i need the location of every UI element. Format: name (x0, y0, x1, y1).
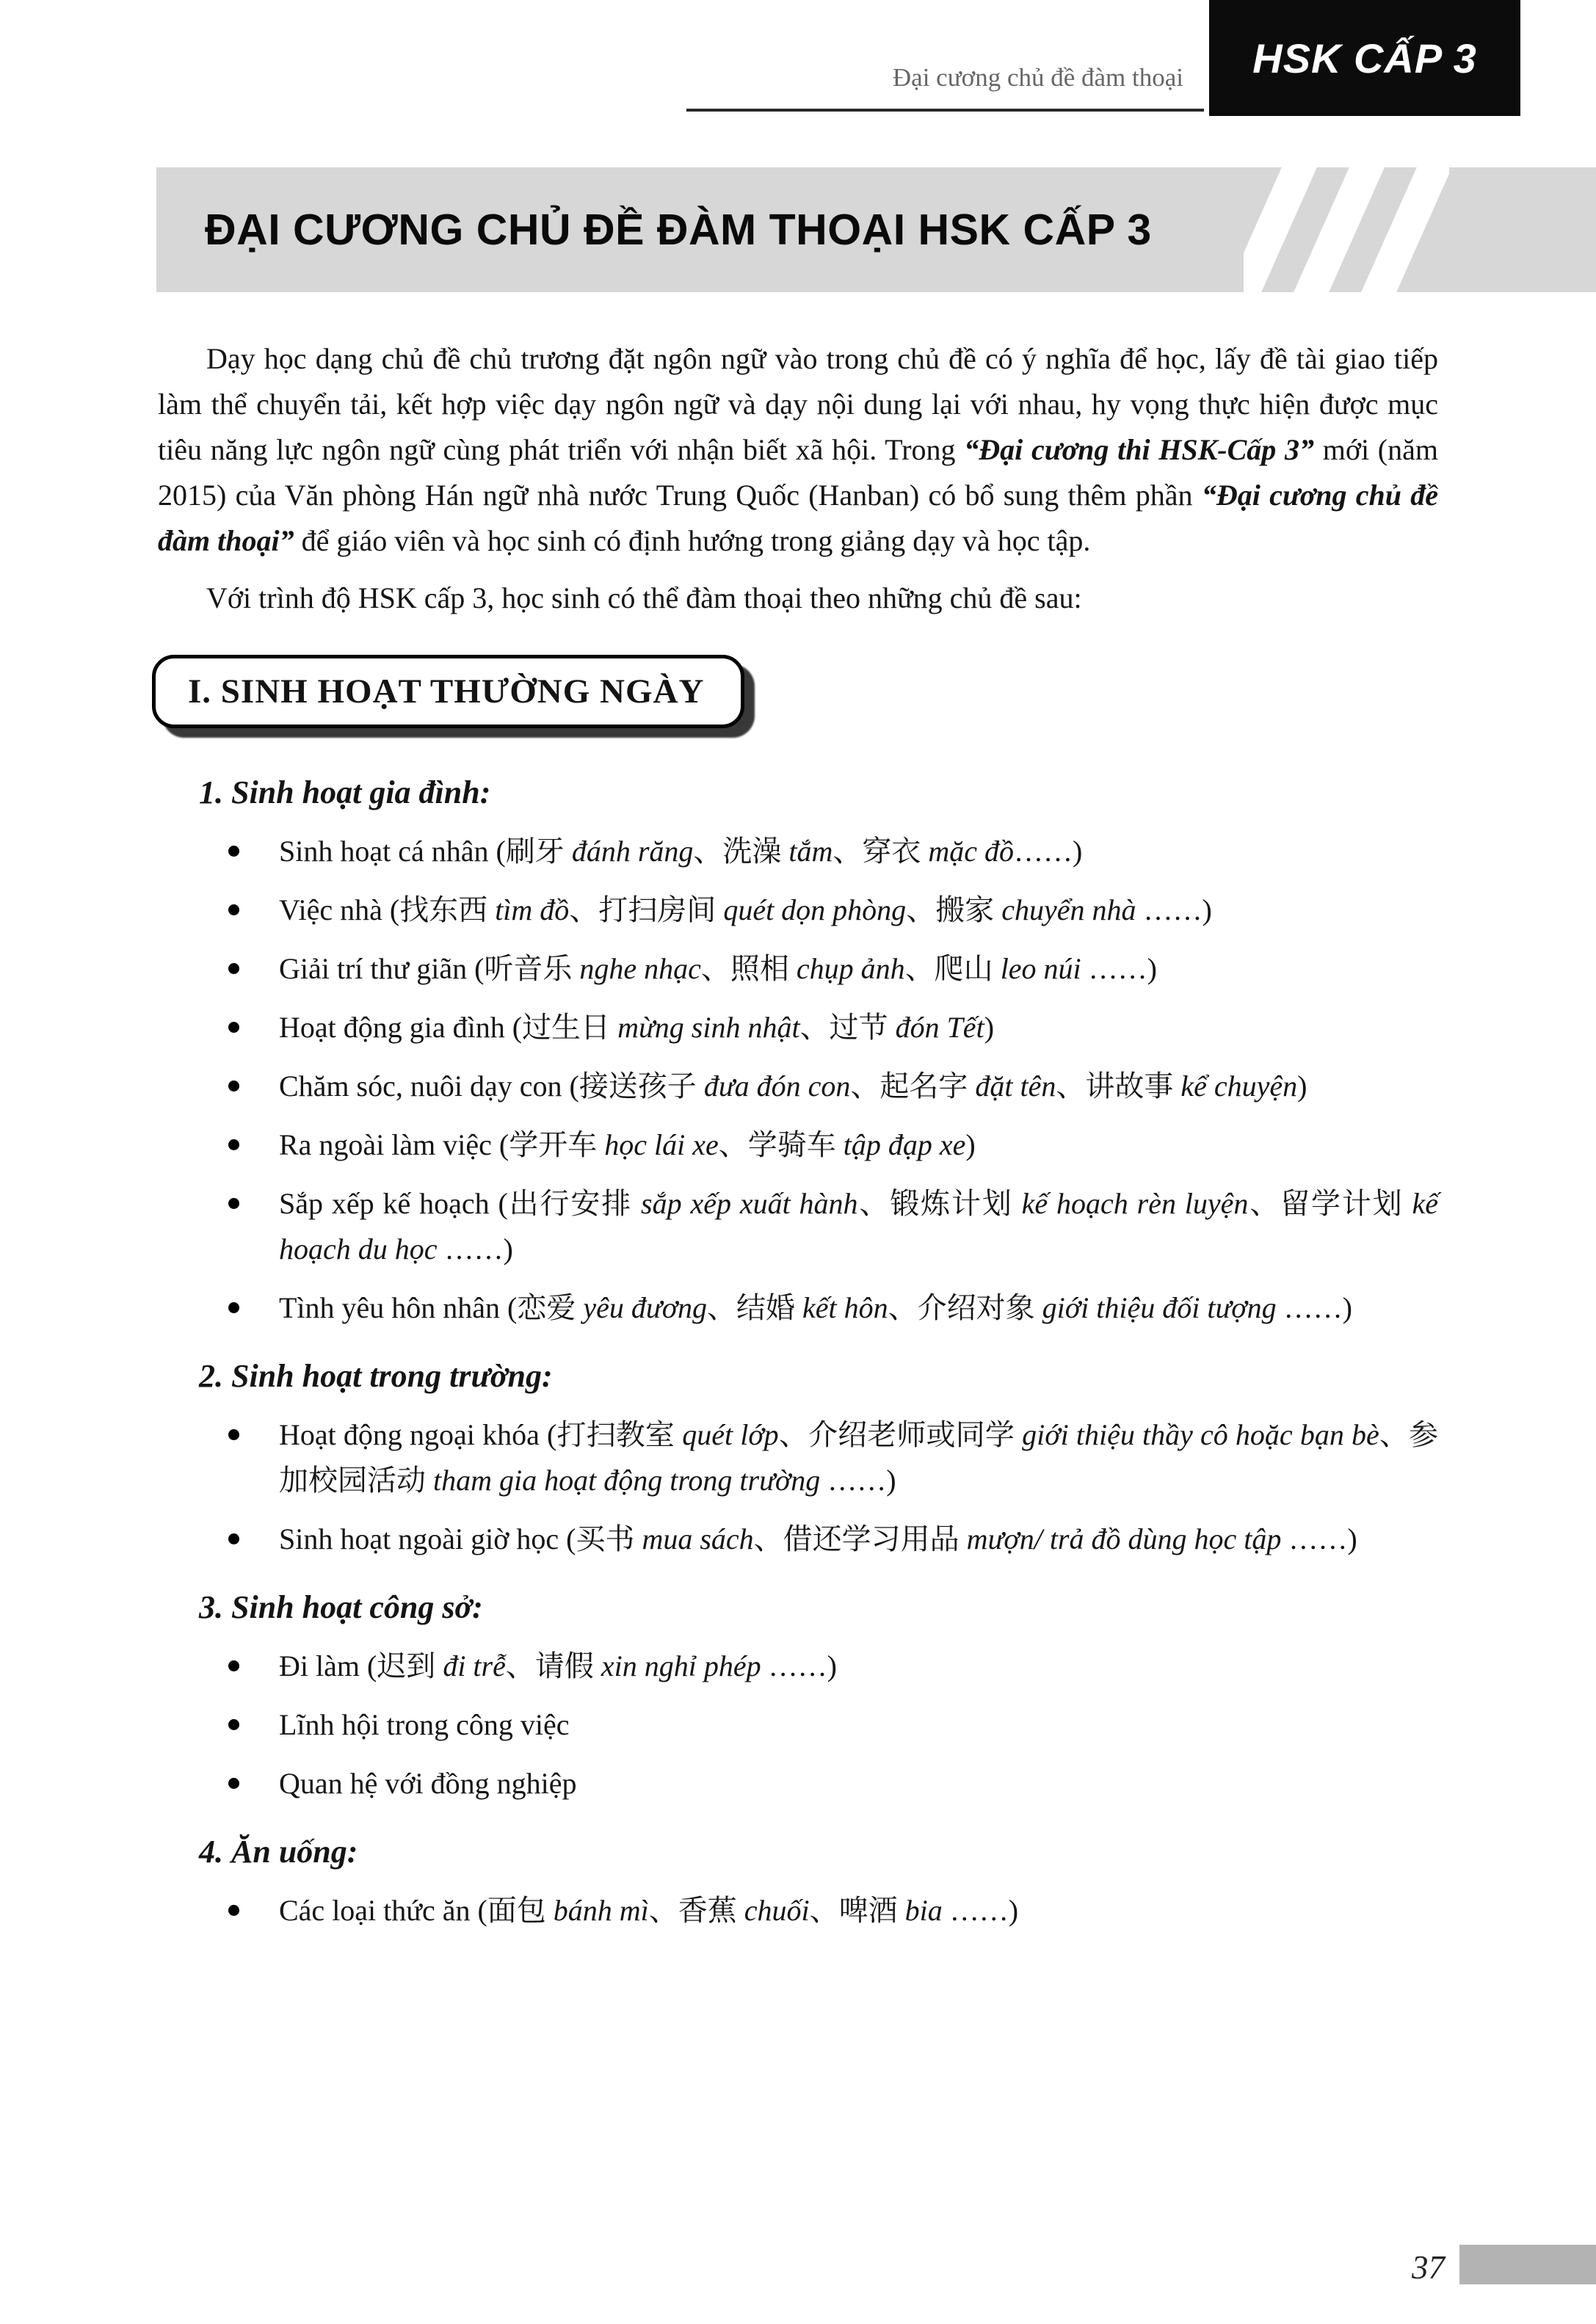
text-segment: bia (897, 1894, 950, 1927)
text-segment: 刷牙 (505, 835, 565, 868)
text-segment: quét lớp (675, 1418, 779, 1451)
bullet-text (279, 1522, 1357, 1555)
bullet-item (158, 1064, 1438, 1109)
text-segment: ……) (827, 1464, 896, 1497)
bullet-list (158, 1888, 1438, 1933)
text-segment: 、请假 (505, 1649, 594, 1683)
text-segment: chuối (736, 1894, 810, 1927)
text-segment: ) (1297, 1070, 1307, 1103)
text-segment: quét dọn phòng (716, 893, 907, 926)
text-segment: 、讲故事 (1056, 1070, 1174, 1103)
bullet-dot (228, 1081, 239, 1092)
text-segment: Hoạt động ngoại khóa ( (279, 1418, 557, 1451)
banner-stripes-decoration (1244, 167, 1449, 292)
text-segment: đi trễ (435, 1649, 506, 1682)
bullet-text (279, 952, 1157, 985)
text-segment: ……) (768, 1649, 837, 1682)
bullet-dot (228, 1022, 239, 1033)
text-segment: Giải trí thư giãn ( (279, 952, 485, 985)
bullet-dot (228, 1302, 239, 1313)
text-segment: tắm (781, 835, 833, 868)
text-segment: 、借还学习用品 (753, 1522, 960, 1556)
text-segment: học lái xe (597, 1128, 719, 1161)
text-segment: ……) (1283, 1291, 1352, 1324)
text-segment: chuyển nhà (994, 893, 1144, 926)
text-segment: ……) (1014, 835, 1083, 868)
text-segment: Các loại thức ăn ( (279, 1894, 487, 1927)
bullet-item (158, 1702, 1438, 1748)
header-rule (686, 109, 1204, 112)
text-segment: 听音乐 (484, 952, 573, 986)
hsk-level-badge-label: HSK CẤP 3 (1252, 35, 1477, 81)
text-segment: Dạy học dạng chủ đề chủ trương đặt ngôn ngữ vào trong chủ đề có ý nghĩa để học, lấy đề tài giao tiếp làm thể chuyển tải, kết hợp việc dạy ngôn ngữ và dạy nội dung lại với nhau, hy vọng thực hiện được mục tiêu năng lực ngôn ngữ cùng phát triển với nhận biết xã hội. Trong (158, 342, 1438, 466)
hsk-level-badge (1209, 0, 1520, 116)
bullet-item (158, 1181, 1438, 1272)
bullet-text (279, 1011, 994, 1044)
text-segment: 、介绍对象 (888, 1291, 1035, 1325)
text-segment: đặt tên (968, 1070, 1056, 1103)
bullet-item (158, 1888, 1438, 1933)
text-segment: 、照相 (700, 952, 789, 986)
text-segment: ……) (949, 1894, 1019, 1927)
text-segment: Quan hệ với đồng nghiệp (279, 1767, 577, 1800)
bullet-text (279, 1418, 1438, 1497)
bullet-dot (228, 1660, 239, 1671)
text-segment: chụp ảnh (788, 952, 905, 985)
topic-box-title: I. SINH HOẠT THƯỜNG NGÀY (188, 672, 705, 711)
text-segment: Lĩnh hội trong công việc (279, 1708, 570, 1741)
text-segment: sắp xếp xuất hành (632, 1187, 858, 1220)
bullet-text (279, 1070, 1307, 1103)
bullet-item (158, 1412, 1438, 1503)
text-segment: 、结婚 (707, 1291, 796, 1325)
text-segment: 买书 (576, 1522, 635, 1556)
text-segment: ……) (1288, 1522, 1357, 1555)
text-segment: giới thiệu đối tượng (1034, 1291, 1284, 1324)
text-segment: bánh mì (545, 1894, 649, 1927)
text-segment: leo núi (993, 952, 1089, 985)
bullet-item (158, 946, 1438, 992)
bullet-dot (228, 846, 239, 857)
text-segment: ……) (444, 1232, 513, 1266)
bullet-item (158, 887, 1438, 933)
bullet-item (158, 1122, 1438, 1168)
bullet-item (158, 1285, 1438, 1331)
text-segment: 、锻炼计划 (857, 1187, 1013, 1221)
bullet-dot (228, 904, 239, 915)
text-segment: Đi làm ( (279, 1649, 377, 1682)
bullet-text (279, 1708, 569, 1741)
text-segment: mượn/ trả đồ dùng học tập (959, 1522, 1289, 1555)
text-segment: mừng sinh nhật (610, 1011, 800, 1044)
text-segment: yêu đương (576, 1291, 708, 1324)
bullet-list (158, 1644, 1438, 1806)
text-segment: Hoạt động gia đình ( (279, 1011, 523, 1044)
bullet-item (158, 829, 1438, 874)
text-segment: 接送孩子 (578, 1070, 697, 1103)
text-segment: kể chuyện (1173, 1070, 1298, 1103)
bullet-list (158, 829, 1438, 1331)
footer-bar (1459, 2245, 1596, 2284)
text-segment: đánh răng (564, 835, 694, 868)
bullet-list (158, 1412, 1438, 1562)
text-segment: 、搬家 (906, 893, 995, 927)
text-segment: ) (965, 1128, 976, 1161)
text-segment: đón Tết (888, 1011, 984, 1044)
text-segment: 、参加校园活动 (279, 1418, 1439, 1497)
text-segment: nghe nhạc (572, 952, 701, 985)
bullet-text (279, 1649, 837, 1682)
text-segment: tham gia hoạt động trong trường (426, 1464, 828, 1497)
text-segment: “Đại cương chủ đề đàm thoại” (158, 479, 1438, 557)
page-number: 37 (1412, 2249, 1445, 2286)
text-segment: 、过节 (799, 1011, 888, 1045)
text-segment: Sinh hoạt ngoài giờ học ( (279, 1522, 576, 1555)
text-segment: 、起名字 (850, 1070, 968, 1103)
text-segment: kế hoạch rèn luyện (1012, 1187, 1249, 1220)
text-segment: mặc đồ (921, 835, 1015, 868)
bullet-dot (228, 1139, 239, 1150)
sections (158, 774, 1438, 1933)
text-segment: ……) (1143, 893, 1212, 926)
intro-paragraph (158, 336, 1438, 564)
page-title: ĐẠI CƯƠNG CHỦ ĐỀ ĐÀM THOẠI HSK CẤP 3 (205, 206, 1152, 254)
bullet-dot (228, 1905, 239, 1916)
text-segment: tìm đồ (487, 893, 570, 926)
bullet-text (279, 1187, 1438, 1266)
bullet-text (279, 1894, 1018, 1927)
text-segment: 、洗澡 (693, 835, 782, 868)
text-segment: Tình yêu hôn nhân ( (279, 1291, 518, 1324)
text-segment: tập đạp xe (835, 1128, 966, 1161)
bullet-dot (228, 1778, 239, 1789)
text-segment: 、学骑车 (718, 1128, 836, 1162)
text-segment: kết hôn (795, 1291, 888, 1324)
bullet-item (158, 1761, 1438, 1806)
text-segment: 过生日 (522, 1011, 611, 1045)
bullet-dot (228, 1533, 239, 1544)
text-segment: 迟到 (377, 1649, 436, 1683)
text-segment: 、爬山 (904, 952, 993, 986)
text-segment: kế hoạch du học (279, 1187, 1439, 1266)
section-heading: 2. Sinh hoạt trong trường: (199, 1358, 553, 1394)
text-segment: 、介绍老师或同学 (778, 1418, 1015, 1452)
bullet-item (158, 1005, 1438, 1050)
text-segment: “Đại cương thi HSK-Cấp 3” (964, 433, 1315, 466)
bullet-item (158, 1517, 1438, 1562)
text-segment: 找东西 (399, 893, 488, 927)
text-segment: 、留学计划 (1248, 1187, 1404, 1221)
bullet-dot (228, 963, 239, 974)
bullet-item (158, 1644, 1438, 1689)
text-segment: ……) (1088, 952, 1157, 985)
text-segment: Chăm sóc, nuôi dạy con ( (279, 1070, 579, 1103)
bullet-text (279, 835, 1082, 868)
bullet-text (279, 893, 1212, 926)
bullet-text (279, 1128, 976, 1161)
section-heading: 3. Sinh hoạt công sở: (199, 1589, 483, 1625)
content (158, 336, 1438, 1947)
text-segment: mua sách (634, 1522, 754, 1555)
text-segment: xin nghỉ phép (593, 1649, 769, 1682)
text-segment: 、香蕉 (648, 1894, 737, 1928)
text-segment: 学开车 (509, 1128, 598, 1162)
lead-in-paragraph: Với trình độ HSK cấp 3, học sinh có thể đàm thoại theo những chủ đề sau: (206, 581, 1082, 614)
bullet-text (279, 1291, 1352, 1324)
text-segment: Ra ngoài làm việc ( (279, 1128, 509, 1161)
text-segment: mới (năm 2015) của Văn phòng Hán ngữ nhà nước Trung Quốc (Hanban) có bổ sung thêm phần (158, 433, 1438, 512)
text-segment: Sắp xếp kế hoạch ( (279, 1187, 508, 1220)
bullet-text (279, 1767, 577, 1800)
text-segment: 恋爱 (517, 1291, 576, 1325)
text-segment: 、穿衣 (833, 835, 921, 868)
text-segment: 面包 (487, 1894, 546, 1928)
text-segment: để giáo viên và học sinh có định hướng trong giảng dạy và học tập. (294, 524, 1091, 557)
text-segment: 、啤酒 (809, 1894, 898, 1928)
bullet-dot (228, 1198, 239, 1209)
bullet-dot (228, 1429, 239, 1440)
section-heading: 1. Sinh hoạt gia đình: (199, 774, 491, 810)
breadcrumb: Đại cương chủ đề đàm thoại (892, 63, 1183, 92)
text-segment: Sinh hoạt cá nhân ( (279, 835, 506, 868)
bullet-dot (228, 1719, 239, 1730)
text-segment: ) (984, 1011, 995, 1044)
text-segment: 出行安排 (507, 1187, 633, 1221)
text-segment: 、打扫房间 (569, 893, 717, 927)
text-segment: Việc nhà ( (279, 893, 400, 926)
chapter-title-banner (156, 167, 1596, 292)
text-segment: giới thiệu thầy cô hoặc bạn bè (1015, 1418, 1379, 1451)
text-segment: 打扫教室 (556, 1418, 675, 1452)
text-segment: đưa đón con (696, 1070, 851, 1103)
topic-box (152, 655, 744, 728)
section-heading: 4. Ăn uống: (199, 1834, 358, 1870)
